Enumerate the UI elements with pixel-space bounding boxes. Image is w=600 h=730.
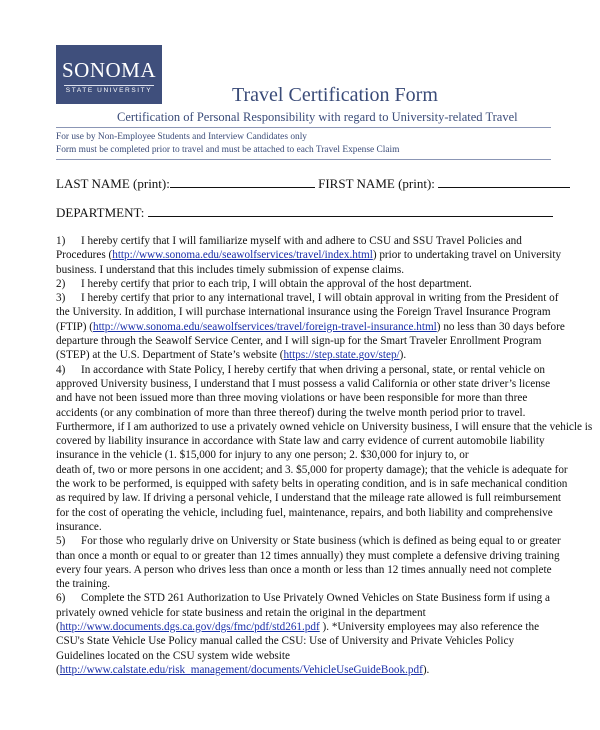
list-item: 2) I hereby certify that prior to each trip, I will obtain the approval of the host department.	[56, 277, 472, 290]
list-item: 6) Complete the STD 261 Authorization to Use Privately Owned Vehicles on State Business form if using a	[56, 592, 550, 605]
logo-wordmark: SONOMA	[61, 58, 156, 82]
form-subtitle: Certification of Personal Responsibility with regard to University-related Travel	[117, 110, 518, 124]
form-title: Travel Certification Form	[232, 84, 438, 106]
header-bottom-rule	[56, 159, 551, 160]
logo-subtitle: STATE UNIVERSITY	[65, 87, 153, 94]
header-top-rule	[56, 127, 551, 128]
usage-note: For use by Non-Employee Students and Interview Candidates only	[56, 132, 307, 142]
logo-divider	[64, 85, 154, 86]
step-link[interactable]: https://step.state.gov/step/	[283, 349, 400, 362]
list-item: 5) For those who regularly drive on University or State business (which is defined as being equal to or greater	[56, 535, 561, 548]
last-name-input[interactable]	[170, 176, 315, 188]
department-row	[56, 205, 553, 221]
list-item: 4) In accordance with State Policy, I hereby certify that when driving a personal, state, or rental vehicle on	[56, 363, 546, 376]
list-item: 3) I hereby certify that prior to any international travel, I will obtain approval in writing from the President of	[56, 292, 559, 305]
submission-note: Form must be completed prior to travel and must be attached to each Travel Expense Claim	[56, 145, 400, 155]
travel-policy-link[interactable]: http://www.sonoma.edu/seawolfservices/travel/index.html	[112, 249, 373, 262]
foreign-insurance-link[interactable]: http://www.sonoma.edu/seawolfservices/travel/foreign-travel-insurance.html	[92, 320, 437, 333]
sonoma-state-logo	[56, 45, 162, 104]
first-name-label: FIRST NAME (print):	[318, 176, 435, 191]
std261-link[interactable]: http://www.documents.dgs.ca.gov/dgs/fmc/pdf/std261.pdf	[59, 621, 320, 634]
certification-terms: 1) I hereby certify that I will familiarize myself with and adhere to CSU and SSU Travel Policies and Procedures (http://www.sonoma.edu/seawolfservices/travel/index.html) prior to undertaking travel on University business. I understand that this includes timely submission of expense claims. 2) I hereby certify that prior to each trip, I will obtain the approval of the host department. 3) I hereby certify that prior to any international travel, I will obtain approval in writing from the President of the University. In addition, I will purchase international insurance using the Foreign Travel Insurance Program (FTIP) (http://www.sonoma.edu/seawolfservices/travel/foreign-travel-insurance.html) no less than 30 days before departure through the Seawolf Service Center, and I will sign-up for the Smart Traveler Enrollment Program (STEP) at the U.S. Department of State’s website (https://step.state.gov/step/). 4) In accordance with State Policy, I hereby certify that when driving a personal, state, or rental vehicle on approved University business, I understand that I must possess a valid California or other state driver’s license and have not been issued more than three moving violations or have been responsible for more than three accidents (or any combination of more than three thereof) during the twelve month period prior to travel. Furthermore, if I am authorized to use a privately owned vehicle on University business, I will ensure that the vehicle is covered by liability insurance in accordance with State law and carry evidence of current automobile liability insurance in the vehicle (1. $15,000 for injury to any one person; 2. $30,000 for injury to, or death of, two or more persons in one accident; and 3. $5,000 for property damage); that the vehicle is adequate for the work to be performed, is equipped with safety belts in operating condition, and is in safe mechanical condition as required by law. If driving a personal vehicle, I understand that the mileage rate allowed is full reimbursement for the cost of operating the vehicle, including fuel, maintenance, repairs, and both liability and comprehensive insurance. 5) For those who regularly drive on University or State business (which is defined as being equal to or greater than once a month or equal to or greater than 12 times annually) they must complete a defensive driving training every four years. A person who drives less than once a month or less than 12 times annually need not complete the training. 6) Complete the STD 261 Authorization to Use Privately Owned Vehicles on State Business form if using a privately owned vehicle for state business and retain the original in the department (http://www.documents.dgs.ca.gov/dgs/fmc/pdf/std261.pdf ). *University employees may also reference the CSU's State Vehicle Use Policy manual called the CSU: Use of University and Private Vehicles Policy Guidelines located on the CSU system wide website (http://www.calstate.edu/risk_management/documents/VehicleUseGuideBook.pdf).	[56, 235, 593, 676]
last-name-label: LAST NAME (print):	[56, 176, 170, 191]
department-input[interactable]	[148, 205, 553, 217]
name-row	[56, 176, 570, 192]
department-label: DEPARTMENT:	[56, 205, 145, 220]
list-item: 1) I hereby certify that I will familiarize myself with and adhere to CSU and SSU Travel Policies and	[56, 235, 522, 247]
vehicle-guidebook-link[interactable]: http://www.calstate.edu/risk_management/documents/VehicleUseGuideBook.pdf	[59, 663, 423, 676]
first-name-input[interactable]	[438, 176, 570, 188]
